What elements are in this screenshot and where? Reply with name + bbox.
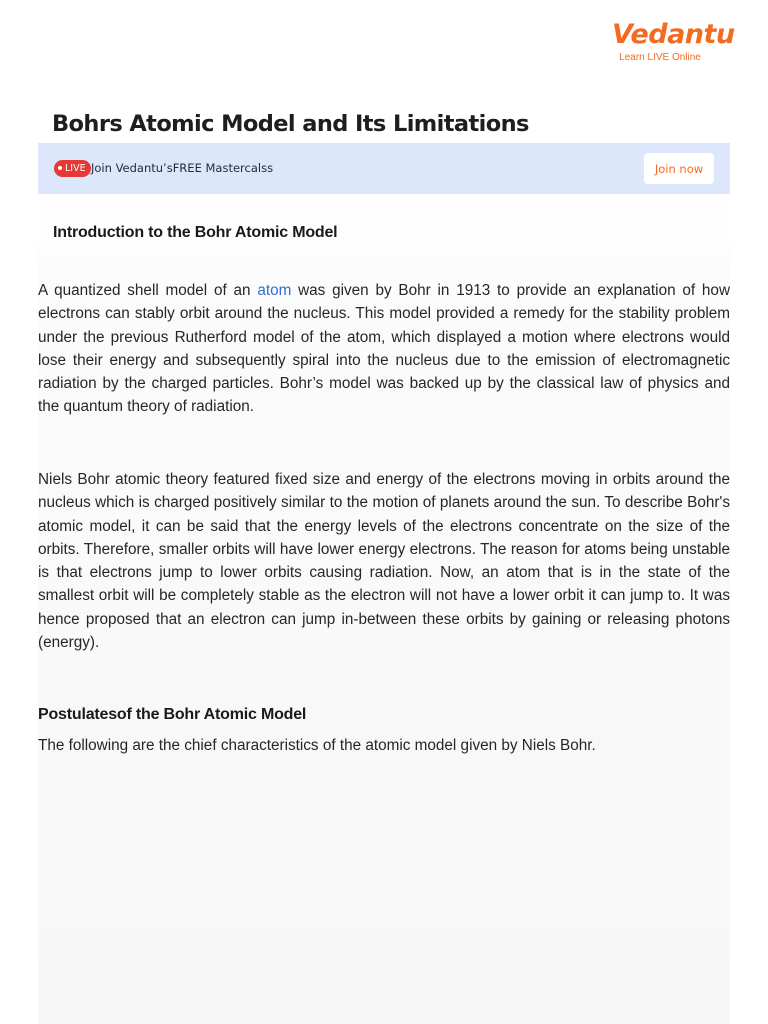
intro-paragraph bbox=[38, 279, 730, 419]
atom-link[interactable]: atom bbox=[257, 282, 292, 299]
page-title: Bohrs Atomic Model and Its Limitations bbox=[52, 111, 529, 137]
para1-text-end: was given by Bohr in 1913 to provide an explanation of how electrons can stably orbit around the nucleus. This model provided a remedy for the stability problem under the previous Rutherford model of the atom, which displayed a motion where electrons would lose their energy and subsequently spiral into the nucleus due to the emission of electromagnetic radiation by the charged particles. Bohr’s model was backed up by the classical law of physics and the quantum theory of radiation. bbox=[38, 282, 730, 416]
bohr-theory-paragraph: Niels Bohr atomic theory featured fixed size and energy of the electrons moving in orbits around the nucleus which is charged positively similar to the motion of planets around the sun. To describe Bohr's atomic model, it can be said that the energy levels of the electrons concentrate on the size of the orbits. Therefore, smaller orbits will have lower energy electrons. The reason for atoms being unstable is that electrons jump to lower orbits causing radiation. Now, an atom that is in the state of the smallest orbit will be completely stable as the electron will not have a lower orbit it can jump to. It was hence proposed that an electron can jump in-between these orbits by gaining or releasing photons (energy). bbox=[38, 471, 730, 652]
para1-text-start: A quantized shell model of an bbox=[38, 282, 258, 299]
postulates-intro-text: The following are the chief characteristics of the atomic model given by Niels Bohr. bbox=[38, 737, 596, 754]
live-badge bbox=[54, 160, 91, 177]
banner-text: Join Vedantu’sFREE Mastercalss bbox=[91, 161, 274, 175]
postulates-heading: Postulatesof the Bohr Atomic Model bbox=[38, 706, 307, 723]
logo-wordmark: Vedantu bbox=[612, 19, 735, 50]
vedantu-logo[interactable] bbox=[612, 19, 735, 63]
mastercalss-banner bbox=[38, 143, 730, 194]
intro-heading: Introduction to the Bohr Atomic Model bbox=[53, 224, 338, 241]
join-now-button[interactable]: Join now bbox=[644, 153, 714, 184]
logo-tagline: Learn LIVE Online bbox=[619, 52, 701, 63]
live-dot-icon bbox=[58, 166, 62, 170]
live-badge-label: LIVE bbox=[65, 163, 86, 174]
